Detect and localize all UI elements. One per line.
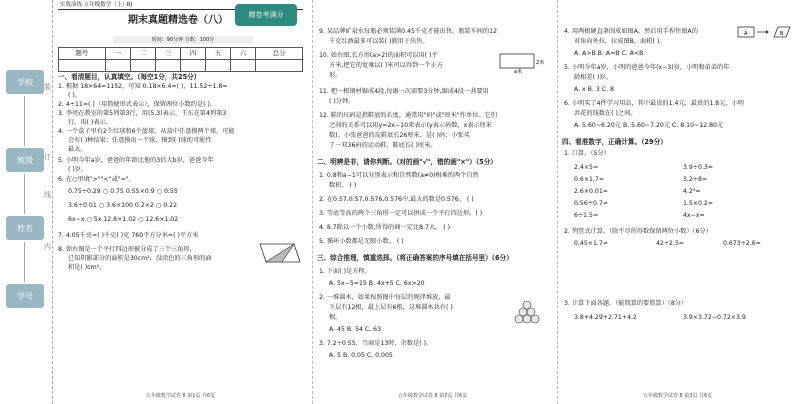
question: 已知阴影部分的面积是30cm²，没涂色的三角形的面 (68, 255, 212, 262)
vertical-calc-item: 0.673÷2.6≈ (723, 240, 761, 247)
page-2 (312, 0, 552, 404)
question: ( )岁。 (68, 166, 88, 173)
fill-line (24, 96, 25, 146)
section-2-heading: 二、明辨是非，请你判断。（对的画"√"，错的画"×"）（5分） (317, 158, 497, 166)
question: 4. 一个盒子里有2个红球和6个蓝球，从盒中任意摸两个球，可能 (58, 128, 235, 135)
question: 5. 小明今年a岁，爸爸的年龄比他的3倍大b岁，爸爸今年 (58, 157, 214, 164)
question: 之间的关系可以用y=2x−10来表示(y表示码数，x表示厘米 (329, 122, 492, 129)
score-header-cell: 六 (231, 48, 256, 60)
question: 会有( )种结果；任意摸出一个球，摸到( )球的可能性 (68, 137, 212, 144)
score-header-cell: 四 (180, 48, 205, 60)
simplify-calc-title: 3. 计算下面各题。（能简算的要简算）（8分） (564, 300, 688, 307)
vertical-calc-item: 0.45×1.7= (574, 240, 608, 247)
parallelogram-figure-icon (258, 242, 302, 264)
question: 2. 4÷11=( )（用简便形式表示），保留两位小数约是( )。 (58, 101, 217, 108)
choice-item: 根。 (329, 314, 342, 321)
time-score-info: 时间：90分钟 分数：100分 (113, 36, 253, 44)
question: 千克红酒最多可以装( )瓶用于出售。 (329, 38, 429, 45)
question: 3. 李亮在教室的第5列第3行，用(5,3)表示，王东在第4列第3 (58, 110, 227, 117)
cut-mark: 线 (44, 191, 51, 199)
judge-item: 5. 循环小数都是无限小数。 ( ) (319, 238, 404, 245)
choice-options: A. 45 B. 54 C. 63 (329, 326, 382, 333)
student-id-label: 学号 (6, 284, 44, 308)
svg-text:A: A (744, 31, 748, 37)
score-header-cell: 一 (105, 48, 130, 60)
choice-item: 对角向外拉，拉成图B，面积( )。 (574, 38, 666, 45)
compare-row: 6x−x ○ 5x 12.6×1.02 ○ 12.6×1.02 (68, 216, 179, 223)
compare-row: 3.6÷0.01 ○ 3.6×100 0.2×2 ○ 0.22 (68, 202, 178, 209)
simplify-calc-item: 3.9×3.72−0.72×3.9 (683, 314, 746, 321)
page-footer: 五年级数学试卷 8 第2页 共6页 (397, 392, 468, 399)
question: 8. 如右图是一个平行四边形被分成了三个三角形， (58, 246, 196, 253)
rectangle-figure-icon (498, 52, 545, 75)
calc-item: 4.2²= (683, 188, 701, 195)
question: 数)。小张爸爸的皮鞋底长26厘米，是( )码；小张买 (329, 132, 470, 139)
frame-transform-icon (736, 24, 792, 40)
judge-item: 4. 8.7除以一个小数,所得的商一定比8.7大。 ( ) (319, 224, 451, 231)
section-4-heading: 四、看准数字，正确计算。（29分） (562, 138, 667, 146)
cut-mark: 装 (44, 83, 51, 91)
question: 最大。 (68, 146, 87, 153)
calc-item: 6÷1.5= (574, 212, 599, 219)
simplify-calc-item: 3.8+4.29+2.71+4.2 (574, 314, 637, 321)
question: 积是( )cm²。 (68, 264, 106, 271)
binding-strip (0, 0, 53, 404)
choice-item: 下层有12根，最上层有6根，这堆圆木共有( ) (329, 304, 453, 311)
choice-item: 4. 用两根硬直条围成如图A，然后用手捏住图A的 (564, 28, 698, 35)
choice-options: A. A>B B. A=B C. A<B (574, 50, 644, 57)
calc-item: 0.56÷0.7= (574, 200, 608, 207)
choice-item: 6. 小明买了4件学习用品，其中最贵的1.4元，最贵的1.8元，小明 (564, 100, 744, 107)
page-3 (557, 0, 797, 404)
choice-item: 1. 下面( )是方程。 (319, 268, 371, 275)
vertical-calc-title: 2. 列竖式计算。（除不尽的得数保留两位小数）（6分） (564, 228, 712, 235)
question: 行，用( )表示。 (68, 119, 112, 126)
score-header-cell: 二 (130, 48, 155, 60)
page-1 (58, 0, 303, 404)
question: 12. 鞋的尺码是指鞋底的长度，通常用"码"或"厘米"作单位。它们 (319, 112, 497, 119)
page-footer: 五年级数学试卷 8 第1页 共6页 (145, 392, 216, 399)
name-label: 姓名 (6, 216, 44, 240)
page-footer: 五年级数学试卷 8 第3页 共6页 (642, 392, 713, 399)
choice-options: A. 5.60~6.20元 B. 5.60~7.20元 C. 8.10~12.80元 (574, 122, 724, 129)
choice-item: 2. 一堆圆木，如果按照图中每层的规律堆放，最 (319, 294, 451, 301)
choice-item: 龄相差( )岁。 (574, 74, 612, 81)
question: 6. 在○里填">""<"或"="。 (58, 176, 135, 183)
calc-item: 0.6×1.7= (574, 176, 605, 183)
score-header-cell: 五 (206, 48, 231, 60)
calc-item: 2.4×5= (574, 164, 599, 171)
question: 方米,把它的宽乘以( )米可以得到一个正方 (329, 62, 443, 69)
calc-item: 3.9÷0.3= (683, 164, 714, 171)
choice-item: 3. 7.2÷0.55，当商是13时，余数是( )。 (319, 340, 433, 347)
score-header-cell: 三 (155, 48, 180, 60)
section-3-heading: 三、综合推理，慎重选择。（将正确答案的序号填在括号里）（6分） (317, 254, 513, 262)
cut-mark: 订 (44, 153, 51, 161)
question: 10. 如右图,长方形(a>2)的面积可以用( )平 (319, 52, 438, 59)
question: 形。 (329, 72, 342, 79)
promo-badge: 精卷考满分 (235, 4, 297, 26)
question: 1. 根据 18×64=1152，可知 0.18×6.4=( )，11.52÷1.8= (58, 83, 228, 90)
choice-options: A. 5 B. 0.05 C. 0.005 (329, 352, 393, 359)
svg-text:2米: 2米 (536, 60, 545, 66)
score-header-cell: 题号 (59, 48, 106, 60)
score-header-cell: 总分 (256, 48, 303, 60)
exam-title: 期末真题精选卷（八） (128, 15, 228, 26)
judge-item: 数积。 ( ) (329, 182, 357, 189)
calc-item: 1.5×0.2= (683, 200, 714, 207)
fill-line (24, 174, 25, 214)
judge-item: 1. 0.8和a−1可以分别表示和自然数(a≠0)相乘的两个自然 (319, 172, 479, 179)
question: 11. 把一根钢材锯成4段,每锯一次需要3分钟,锯成4段一共要用 (319, 88, 489, 95)
question: ( )。 (68, 92, 81, 99)
choice-item: 5. 小明今年a岁，小明的爸爸今年(x−3)岁，小明和弟弟的年 (564, 64, 730, 71)
series-header: 实战演练·五年级数学（上）·RJ (60, 2, 133, 8)
vertical-calc-item: 42÷2.5= (656, 240, 685, 247)
oral-calc-title: 1. 口算。（5分） (564, 150, 610, 157)
log-pile-icon (509, 292, 545, 324)
fill-line (24, 242, 25, 282)
question: 7. 4.05千克=( )千克( )克 760平方分米=( )平方米 (58, 232, 199, 239)
choice-options: A. 5x−5=15 B. 4x+5 C. 6x>20 (329, 280, 425, 287)
judge-item: 3. 等底等高的两个三角形一定可以拼成一个平行四边形。( ) (319, 210, 483, 217)
calc-item: 2.6×0.01= (574, 188, 608, 195)
section-1-heading: 一、看清题目，认真填空。（每空1分，共25分） (58, 73, 201, 81)
choice-options: A. x B. 3 C. 8 (574, 86, 614, 93)
svg-text:a米: a米 (514, 69, 523, 75)
cut-mark: 内 (44, 243, 51, 251)
school-label: 学校 (6, 70, 44, 94)
calc-item: 3.2÷8= (683, 176, 708, 183)
question: ( )分钟。 (329, 98, 355, 105)
score-table (58, 47, 303, 72)
class-label: 班级 (6, 148, 44, 172)
svg-text:B: B (780, 31, 784, 37)
choice-item: 共花的钱数在( )之间。 (574, 110, 637, 117)
question: 9. 某品牌矿泉水每瓶必须装满0.45千克才能出售。瓶装车间的12 (319, 28, 498, 35)
compare-row: 0.75÷0.29 ○ 0.75 0.55×0.9 ○ 0.55 (68, 188, 178, 195)
judge-item: 2. 在0.57,0.57̇,0.57̇6̇,0.576中,最大的数是0.576。 ( ) (319, 196, 474, 203)
question: 了一双36码的运动鞋，鞋底长( )厘米。 (329, 142, 437, 149)
calc-item: 4x−x= (683, 212, 705, 219)
